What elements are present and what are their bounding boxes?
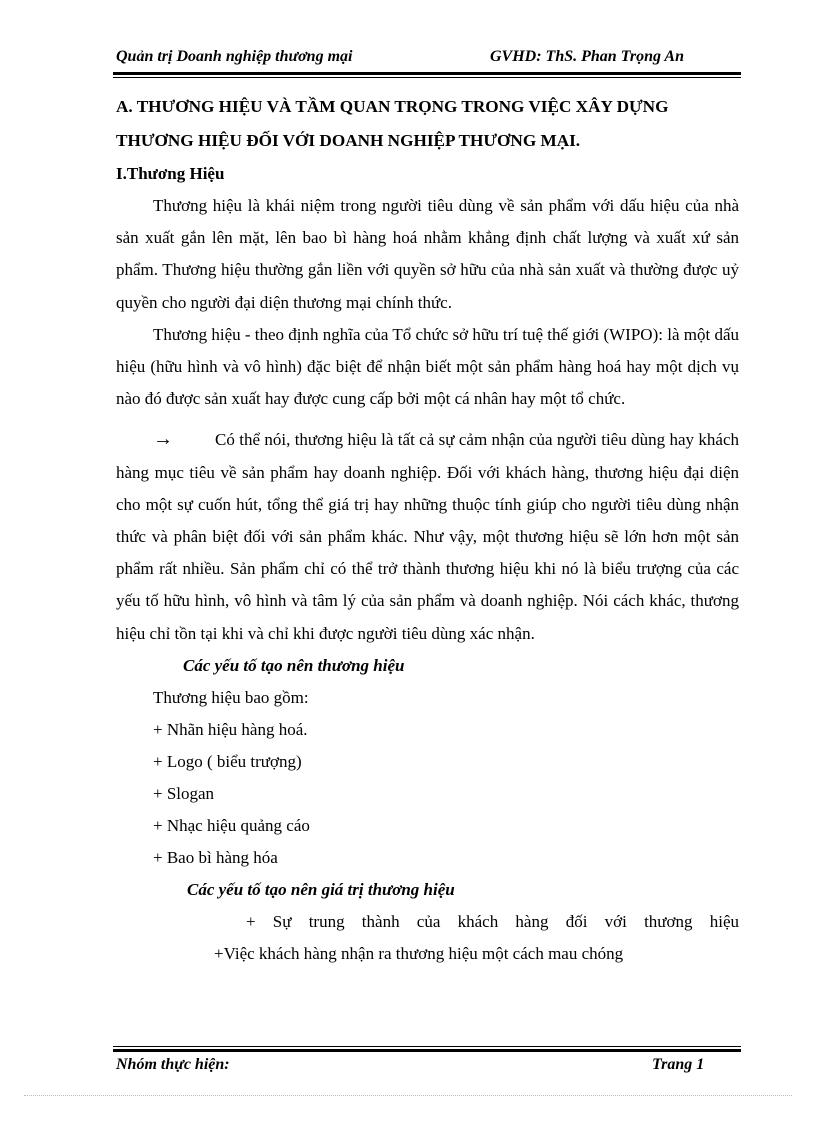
- section-title: A. THƯƠNG HIỆU VÀ TẦM QUAN TRỌNG TRONG VIỆC XÂY DỰNG THƯƠNG HIỆU ĐỐI VỚI DOANH NGHIỆP THƯƠNG MẠI.: [116, 97, 669, 150]
- page-break-line: [24, 1095, 792, 1096]
- factor-item: + Nhãn hiệu hàng hoá.: [153, 719, 308, 739]
- factors-heading: Các yếu tố tạo nên thương hiệu: [183, 655, 405, 675]
- paragraph-summary-text: Có thể nói, thương hiệu là tất cả sự cảm nhận của người tiêu dùng hay khách hàng mục tiêu về sản phẩm hay doanh nghiệp. Đối với khách hàng, thương hiệu đại diện cho một sự cuốn hút, tổng thể giá trị hay những thuộc tính giúp cho người tiêu dùng nhận thức và phân biệt đối với sản phẩm khác. Như vậy, một thương hiệu sẽ lớn hơn một sản phẩm rất nhiều. Sản phẩm chỉ có thể trở thành thương hiệu khi nó là biểu trượng của các yếu tố hữu hình, vô hình và tâm lý của sản phẩm và doanh nghiệp. Nói cách khác, thương hiệu chỉ tồn tại khi và chỉ khi được người tiêu dùng xác nhận.: [116, 430, 739, 643]
- footer-rule-thick: [113, 1049, 741, 1052]
- page-footer: [116, 1056, 742, 1080]
- section-subtitle: I.Thương Hiệu: [116, 164, 225, 183]
- page-number: Trang 1: [652, 1056, 705, 1073]
- document-body: [116, 90, 739, 970]
- value-factor-item: + Sự trung thành của khách hàng đối với thương hiệu: [246, 911, 739, 931]
- paragraph-definition: Thương hiệu là khái niệm trong người tiêu dùng về sản phẩm với dấu hiệu của nhà sản xuất gắn lên mặt, lên bao bì hàng hoá nhằm khẳng định chất lượng và xuất xứ sản phẩm. Thương hiệu thường gắn liền với quyền sở hữu của nhà sản xuất và thường được uỷ quyền cho người đại diện thương mại chính thức.: [116, 196, 739, 312]
- header-course-title: Quản trị Doanh nghiệp thương mại: [116, 48, 353, 65]
- factor-item: + Nhạc hiệu quảng cáo: [153, 815, 310, 835]
- paragraph-gap: [116, 415, 739, 423]
- footer-group-label: Nhóm thực hiện:: [116, 1056, 230, 1073]
- factor-item: + Slogan: [153, 783, 215, 803]
- value-factors-heading: Các yếu tố tạo nên giá trị thương hiệu: [187, 879, 455, 899]
- paragraph-summary: [116, 423, 739, 649]
- page-header: [116, 46, 742, 70]
- header-rule-thick: [113, 72, 741, 75]
- factor-item: + Bao bì hàng hóa: [153, 847, 278, 867]
- paragraph-wipo-definition: Thương hiệu - theo định nghĩa của Tổ chức sở hữu trí tuệ thế giới (WIPO): là một dấu hiệu (hữu hình và vô hình) đặc biệt để nhận biết một sản phẩm hàng hoá hay một dịch vụ nào đó được sản xuất hay được cung cấp bởi một cá nhân hay một tổ chức.: [116, 324, 739, 409]
- factors-intro: Thương hiệu bao gồm:: [153, 687, 309, 707]
- header-instructor: GVHD: ThS. Phan Trọng An: [490, 48, 684, 65]
- footer-rule-thin: [113, 1046, 741, 1047]
- arrow-icon: →: [153, 428, 173, 451]
- factor-item: + Logo ( biểu trượng): [153, 751, 302, 771]
- header-rule-thin: [113, 77, 741, 78]
- value-factor-item: +Việc khách hàng nhận ra thương hiệu một cách mau chóng: [214, 943, 624, 963]
